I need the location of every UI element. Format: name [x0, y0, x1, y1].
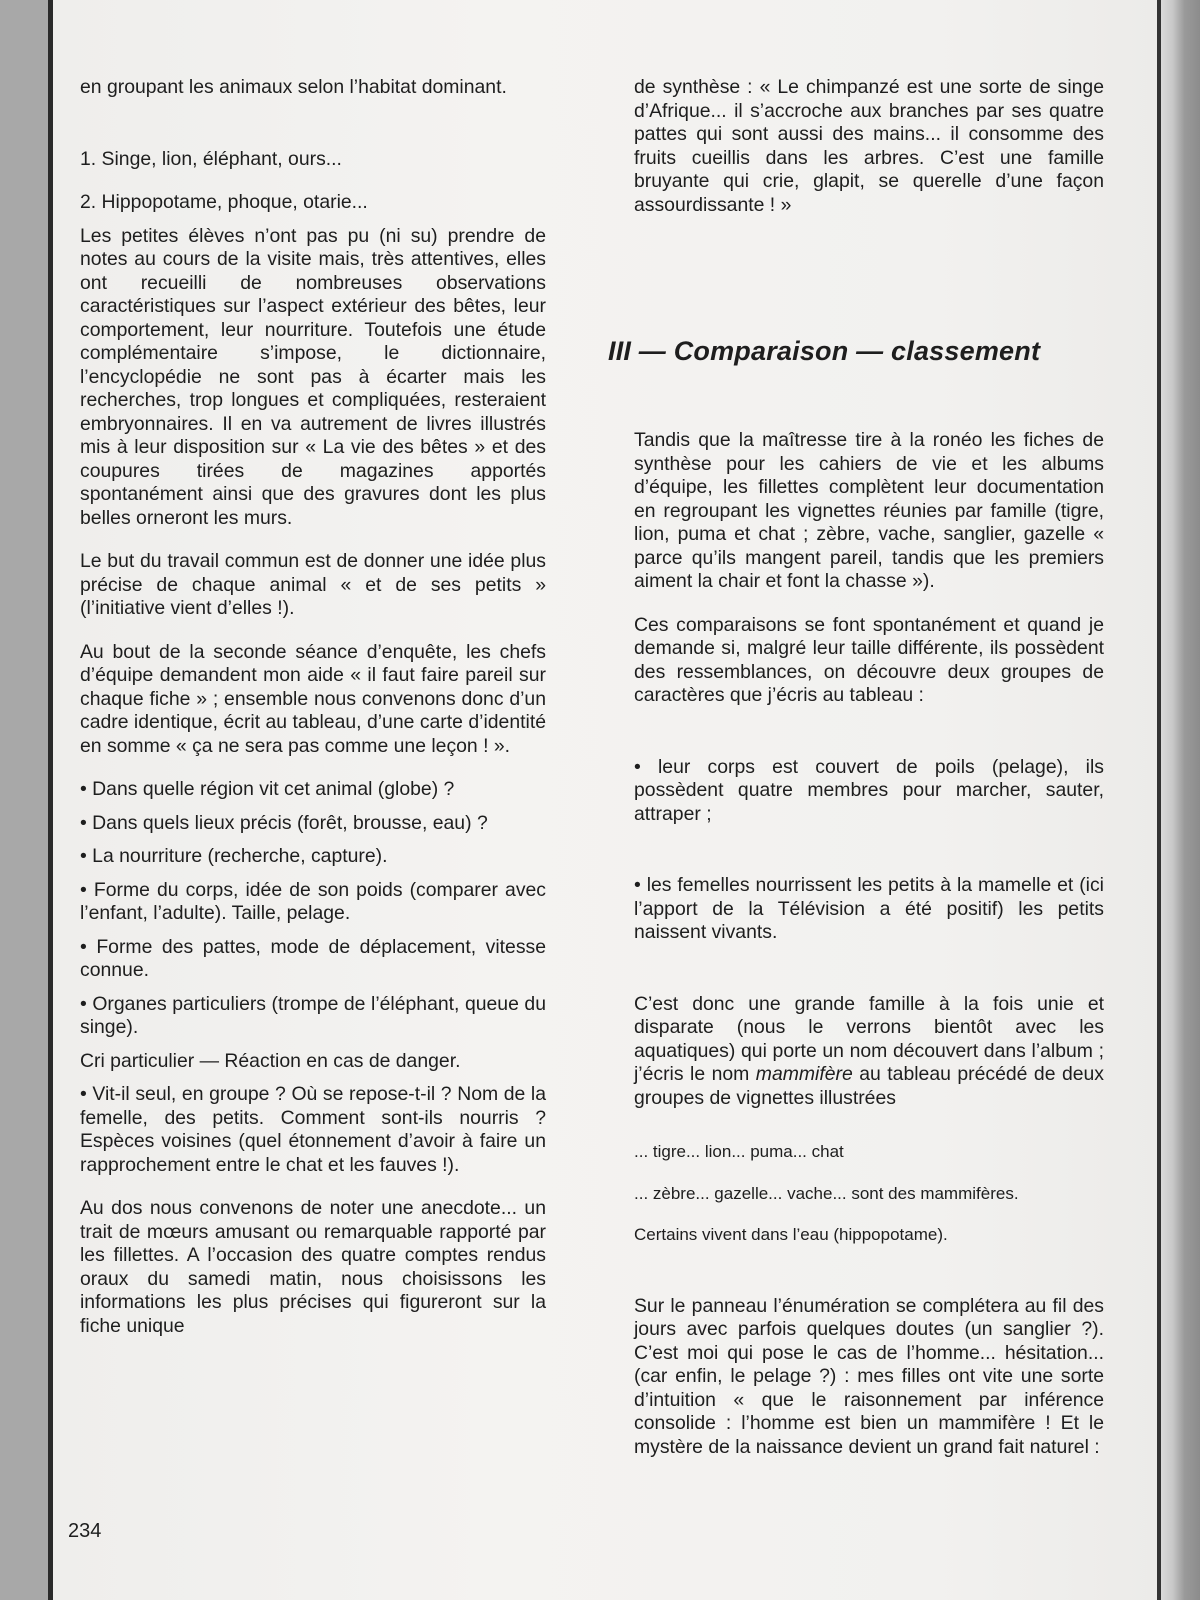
text-segment: au tableau précédé de deux groupes de vignettes illustrées [634, 1063, 1105, 1109]
enumeration-line: ... tigre... lion... puma... chat [634, 1142, 844, 1161]
continuation-text: de synthèse : « Le chimpanzé est une sorte de singe d’Afrique... il s’accroche aux branches par ses quatre pattes qui sont aussi des mains... il consomme des fruits cueillis dans les arbres. C’est une famille bruyante qui crie, glapit, se querelle d’une façon assourdissante ! » [634, 76, 1104, 216]
bullet-item: • Vit-il seul, en groupe ? Où se repose-t-il ? Nom de la femelle, des petits. Comment sont-ils nourris ? Espèces voisines (quel étonnement d’avoir à faire un rapprochement entre le chat et les fauves !). [80, 1083, 546, 1176]
cri-line: Cri particulier — Réaction en cas de danger. [80, 1049, 461, 1072]
paragraph: Sur le panneau l’énumération se complétera au fil des jours avec parfois quelques doutes (un sanglier ?). C’est moi qui pose le cas de l’homme... hésitation... (car enfin, le pelage ?) : mes filles ont vite une sorte d’intuition « que le raisonnement par inférence consolide : l’homme est bien un mammifère ! Et le mystère de la naissance devient un grand fait naturel : [634, 1294, 1104, 1458]
bullet-item: • Dans quelle région vit cet animal (globe) ? [80, 778, 455, 800]
habitat-list-item: 2. Hippopotame, phoque, otarie... [80, 191, 368, 213]
paragraph [634, 993, 1104, 1111]
paragraph: Au dos nous convenons de noter une anecdote... un trait de mœurs amusant ou remarquable rapporté par les fillettes. A l’occasion des quatre comptes rendus oraux du samedi matin, nous choisissons les informations les plus précises qui figureront sur la fiche unique [80, 1197, 546, 1337]
text-segment: C’est donc une grande famille à la fois unie et disparate (nous le verrons bientôt avec les aquatiques) qui porte un nom découvert dans l’album ; j’écris le nom [634, 992, 1104, 1085]
intro-text: en groupant les animaux selon l’habitat dominant. [80, 76, 507, 98]
bullet-item: • Dans quels lieux précis (forêt, brousse, eau) ? [80, 811, 488, 834]
emphasized-term: mammifère [755, 1063, 853, 1085]
section-title: III — Comparaison — classement [608, 336, 1041, 366]
left-margin-strip [0, 0, 48, 1600]
page-number: 234 [68, 1520, 102, 1542]
paragraph: Ces comparaisons se font spontanément et quand je demande si, malgré leur taille différente, ils possèdent des ressemblances, on découvre deux groupes de caractères que j’écris au tableau : [634, 613, 1104, 706]
paragraph: Le but du travail commun est de donner une idée plus précise de chaque animal « et de ses petits » (l’initiative vient d’elles !). [80, 550, 546, 619]
bullet-item: • les femelles nourrissent les petits à la mamelle et (ici l’apport de la Télévision a été positif) les petits naissent vivants. [634, 874, 1104, 943]
bullet-item: • Forme des pattes, mode de déplacement, vitesse connue. [80, 935, 546, 981]
habitat-list-item: 1. Singe, lion, éléphant, ours... [80, 147, 342, 170]
paragraph: Les petites élèves n’ont pas pu (ni su) prendre de notes au cours de la visite mais, très attentives, elles ont recueilli de nombreuses observations caractéristiques sur l’aspect extérieur des bêtes, leur comportement, leur nourriture. Toutefois une étude complémentaire s’impose, le dictionnaire, l’encyclopédie ne sont pas à écarter mais les recherches, trop longues et compliquées, resteraient embryonnaires. Il en va autrement de livres illustrés mis à leur disposition sur « La vie des bêtes » et des coupures tirées de magazines apportés spontanément ainsi que des gravures dont les plus belles orneront les murs. [80, 224, 546, 529]
bullet-item: • Forme du corps, idée de son poids (comparer avec l’enfant, l’adulte). Taille, pelage. [80, 878, 546, 924]
bullet-item: • leur corps est couvert de poils (pelage), ils possèdent quatre membres pour marcher, sauter, attraper ; [634, 755, 1104, 825]
enumeration-line: Certains vivent dans l’eau (hippopotame). [634, 1225, 948, 1244]
binding-strip [1161, 0, 1200, 1600]
paragraph: Au bout de la seconde séance d’enquête, les chefs d’équipe demandent mon aide « il faut faire pareil sur chaque fiche » ; ensemble nous convenons donc d’un cadre identique, écrit au tableau, d’une carte d’identité en somme « ça ne sera pas comme une leçon ! ». [80, 640, 546, 757]
left-column [80, 76, 546, 1338]
paragraph: Tandis que la maîtresse tire à la ronéo les fiches de synthèse pour les cahiers de vie et les albums d’équipe, les fillettes complètent leur documentation en regroupant les vignettes réunies par famille (tigre, lion, puma et chat ; zèbre, vache, sanglier, gazelle « parce qu’ils mangent pareil, tandis que les premiers aiment la chair et font la chasse »). [634, 429, 1104, 592]
bullet-item: • La nourriture (recherche, capture). [80, 845, 388, 867]
enumeration-line: ... zèbre... gazelle... vache... sont des mammifères. [634, 1183, 1019, 1203]
right-column [608, 76, 1105, 1459]
bullet-item: • Organes particuliers (trompe de l’éléphant, queue du singe). [80, 992, 546, 1038]
